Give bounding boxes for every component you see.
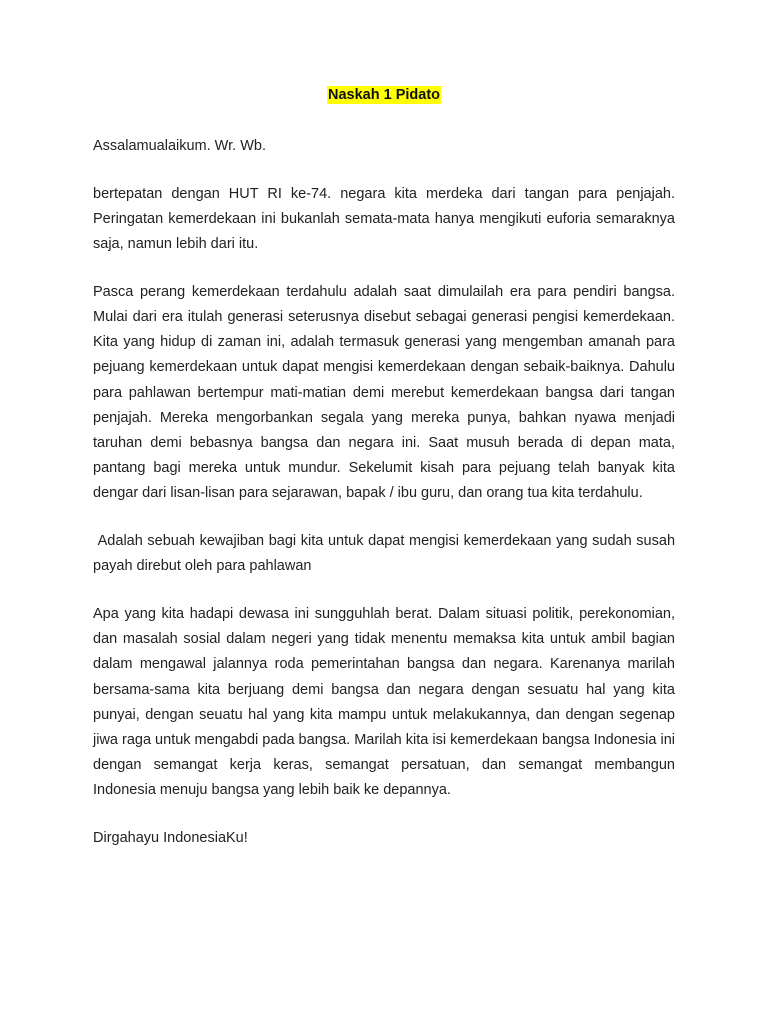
closing-line: Dirgahayu IndonesiaKu! (93, 830, 248, 847)
greeting: Assalamualaikum. Wr. Wb. (93, 138, 266, 154)
paragraph-2: Pasca perang kemerdekaan terdahulu adalah saat dimulailah era para pendiri bangsa. Mulai dari era itulah generasi seterusnya disebut sebagai generasi pengisi kemerdekaan. Kita yang hidup di zaman ini, adalah termasuk generasi yang mengemban amanah para pejuang kemerdekaan untuk dapat mengisi kemerdekaan dengan sebaik-baiknya. Dahulu para pahlawan bertempur mati-matian demi merebut kemerdekaan bangsa dari tangan penjajah. Mereka mengorbankan segala yang mereka punya, bahkan nyawa menjadi taruhan demi bebasnya bangsa dan negara ini. Saat musuh berada di depan mata, pantang bagi mereka untuk mundur. Sekelumit kisah para pejuang telah banyak kita dengar dari lisan-lisan para sejarawan, bapak / ibu guru, dan orang tua kita terdahulu. (93, 283, 675, 502)
paragraph-3: Adalah sebuah kewajiban bagi kita untuk dapat mengisi kemerdekaan yang sudah susah payah direbut oleh para pahlawan (93, 533, 680, 575)
document-body (93, 86, 680, 874)
document-title: Naskah 1 Pidato (327, 87, 440, 103)
paragraph-1: bertepatan dengan HUT RI ke-74. negara kita merdeka dari tangan para penjajah. Peringatan kemerdekaan ini bukanlah semata-mata hanya mengikuti euforia semaraknya saja, namun lebih dari itu. (93, 185, 675, 253)
paragraph-4: Apa yang kita hadapi dewasa ini sungguhlah berat. Dalam situasi politik, perekonomian, dan masalah sosial dalam negeri yang tidak menentu memaksa kita untuk ambil bagian dalam mengawal jalannya roda pemerintahan bangsa dan negara. Karenanya marilah bersama-sama kita berjuang demi bangsa dan negara dengan sesuatu hal yang kita punyai, dengan seuatu hal yang kita mampu untuk melakukannya, dan dengan segenap jiwa raga untuk mengabdi pada bangsa. Marilah kita isi kemerdekaan bangsa Indonesia ini dengan semangat kerja keras, semangat persatuan, dan semangat membangun Indonesia menuju bangsa yang lebih baik ke depannya. (93, 606, 675, 799)
title-line (93, 86, 675, 108)
